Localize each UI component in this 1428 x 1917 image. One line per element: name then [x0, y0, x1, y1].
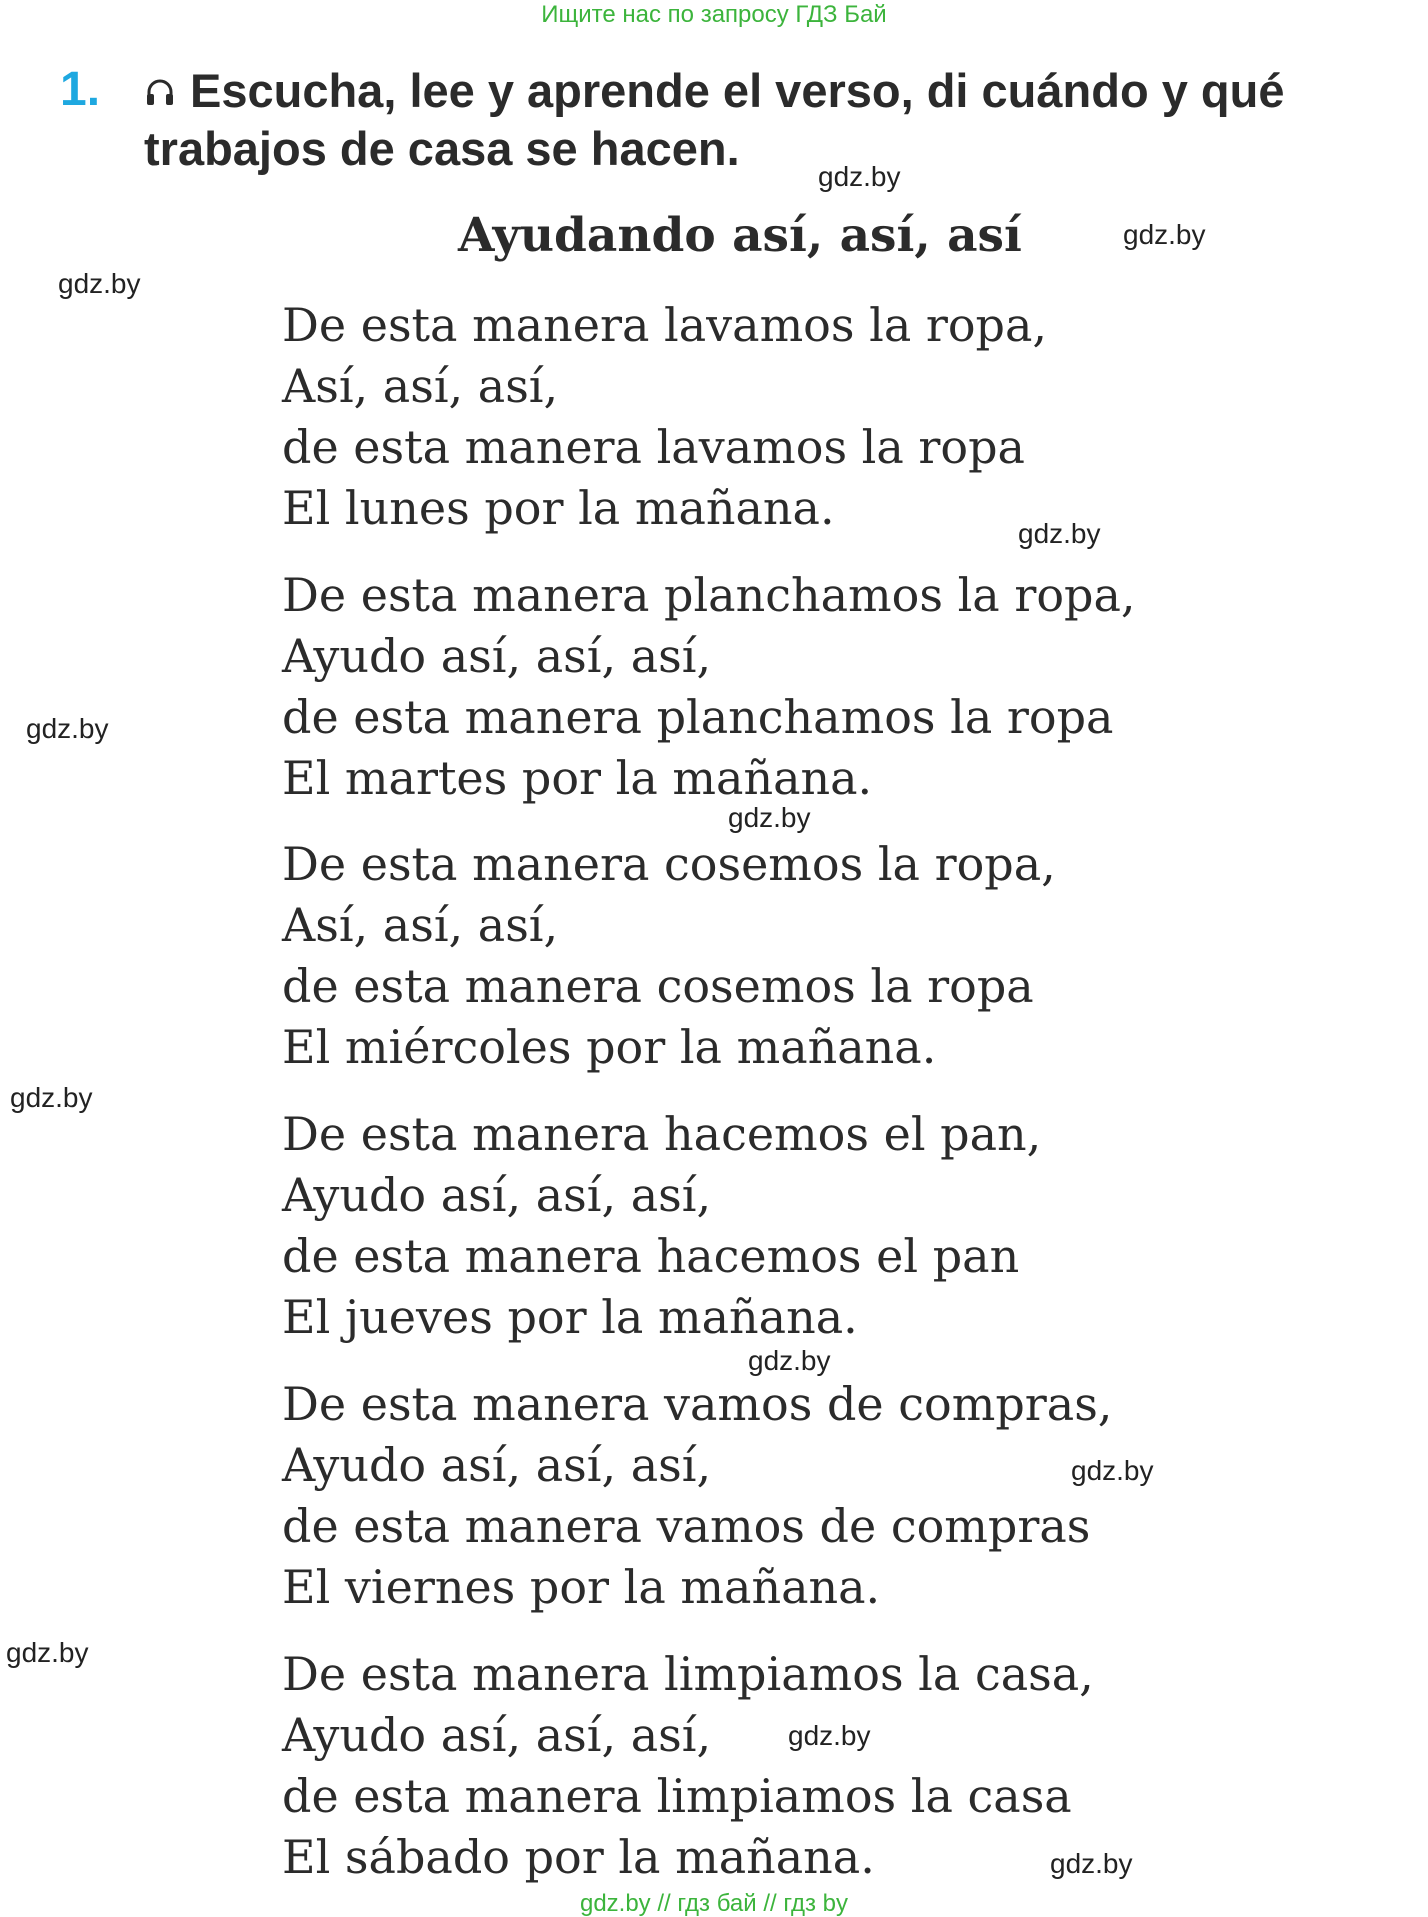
watermark: gdz.by — [26, 713, 109, 744]
poem-line: De esta manera cosemos la ropa, — [282, 837, 1056, 891]
footer-links[interactable]: gdz.by // гдз бай // гдз by — [579, 1890, 849, 1917]
stanza-2 — [282, 565, 1136, 809]
poem-line: de esta manera limpiamos la casa — [282, 1769, 1072, 1823]
poem-line: El lunes por la mañana. — [282, 481, 835, 535]
poem-line: Así, así, así, — [282, 898, 559, 952]
poem-line: de esta manera hacemos el pan — [282, 1229, 1020, 1283]
task-line-1: Escucha, lee y aprende el verso, di cuándo y qué — [190, 64, 1285, 117]
poem-line: Así, así, así, — [282, 359, 559, 413]
poem-line: El miércoles por la mañana. — [282, 1020, 937, 1074]
poem-line: El jueves por la mañana. — [282, 1290, 858, 1344]
poem-line: Ayudo así, así, así, — [282, 1708, 712, 1762]
poem-line: de esta manera lavamos la ropa — [282, 420, 1025, 474]
poem-line: De esta manera vamos de compras, — [282, 1377, 1113, 1431]
poem-line: De esta manera hacemos el pan, — [282, 1107, 1042, 1161]
stanza-6 — [282, 1644, 1094, 1888]
watermark: gdz.by — [6, 1637, 89, 1668]
poem-line: El sábado por la mañana. — [282, 1830, 875, 1884]
stanza-3 — [282, 834, 1056, 1078]
watermark: gdz.by — [10, 1082, 93, 1113]
stanza-4 — [282, 1104, 1041, 1348]
poem-line: De esta manera lavamos la ropa, — [282, 298, 1048, 352]
poem-line: De esta manera limpiamos la casa, — [282, 1647, 1094, 1701]
poem-line: El viernes por la mañana. — [282, 1560, 881, 1614]
watermark: gdz.by — [818, 161, 901, 192]
poem-line: De esta manera planchamos la ropa, — [282, 568, 1136, 622]
watermark: gdz.by — [1123, 219, 1206, 250]
poem-line: El martes por la mañana. — [282, 751, 873, 805]
watermark: gdz.by — [788, 1720, 871, 1751]
task-instruction — [144, 62, 1428, 178]
watermark: gdz.by — [1050, 1848, 1133, 1879]
watermark: gdz.by — [728, 802, 811, 833]
stanza-1 — [282, 295, 1047, 539]
poem-line: de esta manera vamos de compras — [282, 1499, 1091, 1553]
poem-title: Ayudando así, así, así — [458, 208, 1022, 263]
poem-line: de esta manera planchamos la ropa — [282, 690, 1114, 744]
top-banner[interactable]: Ищите нас по запросу ГДЗ Бай — [541, 1, 887, 28]
poem-line: de esta manera cosemos la ropa — [282, 959, 1034, 1013]
watermark: gdz.by — [58, 268, 141, 299]
poem-line: Ayudo así, así, así, — [282, 629, 712, 683]
watermark: gdz.by — [748, 1345, 831, 1376]
watermark: gdz.by — [1071, 1455, 1154, 1486]
headphones-icon[interactable] — [144, 64, 176, 96]
poem-line: Ayudo así, así, así, — [282, 1438, 712, 1492]
watermark: gdz.by — [1018, 518, 1101, 549]
task-number: 1. — [60, 63, 101, 116]
poem-line: Ayudo así, así, así, — [282, 1168, 712, 1222]
stanza-5 — [282, 1374, 1112, 1618]
task-line-2: trabajos de casa se hacen. — [144, 122, 740, 175]
